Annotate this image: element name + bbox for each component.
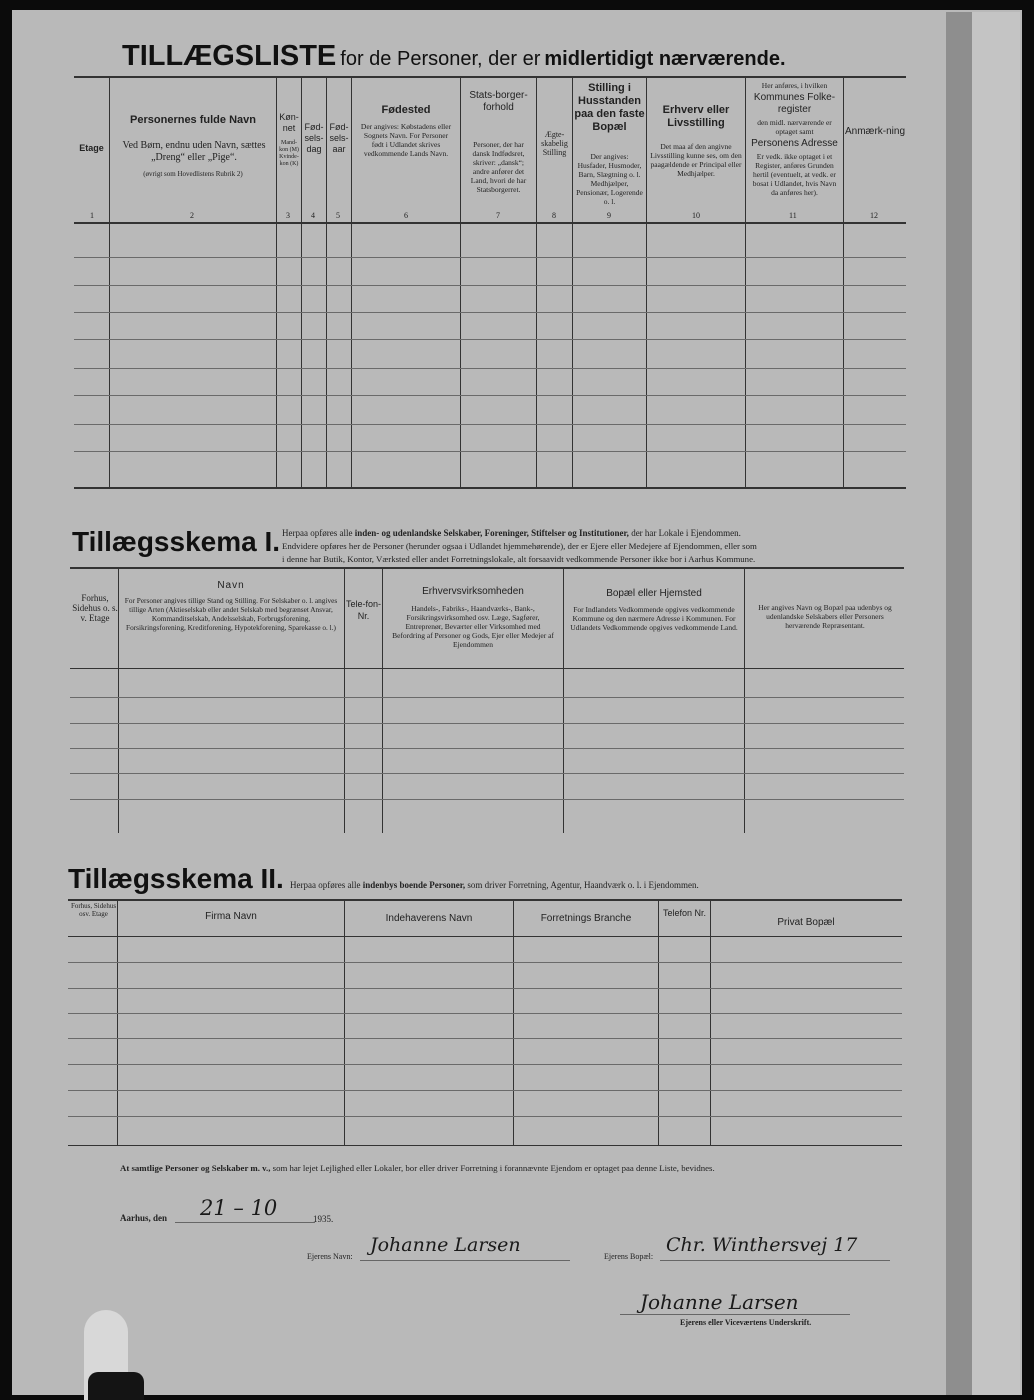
skema-1-desc-line1: Herpaa opføres alle inden- og udenlandske Selskaber, Foreninger, Stiftelser og Institutioner, der har Lokale i Ejendommen. [282,528,741,538]
col-birthyear: Fød-sels-aar [329,122,349,154]
skema-1-desc-line3: i denne har Butik, Kontor, Værksted eller andet Forretningslokale, alt forsaavidt vedkommende Personer ikke bor i Aarhus Kommune. [282,554,756,564]
col-number: 3 [286,211,290,220]
owner-address: Chr. Winthersvej 17 [666,1234,858,1256]
col-register-title2: Personens Adresse [751,138,838,149]
owner-name-label: Ejerens Navn: [307,1252,353,1261]
s2-col-phone: Telefon Nr. [662,908,707,918]
signature: Johanne Larsen [640,1290,799,1314]
col-number: 2 [190,211,194,220]
s2-col-branch: Forretnings Branche [540,913,632,924]
clip-shadow [88,1372,144,1400]
col-birthplace-title: Fødested [381,104,431,116]
col-occupation-title: Erhverv eller Livsstilling [662,104,730,129]
skema-1-title: Tillægsskema I. [72,526,281,557]
s1-col-name-sub: For Personer angives tillige Stand og Stilling. For Selskaber o. l. angives tillige Arten (Aktieselskab eller andet Selskab med begrænset Ansvar, Kommanditselskab, Andelsselskab, Forbrugsforening, Forsikringsforening, Kreditforening, Hypotekforening, Sparekasse o. l.) [124,596,338,632]
page-title [122,40,786,73]
s1-col-name-title: Navn [217,580,245,591]
col-occupation-sub: Det maa af den angivne Livsstilling kunne ses, om den paagældende er Principal eller Medhjælper. [650,142,742,178]
col-register-pre: Her anføres, i hvilken [761,81,828,90]
col-number: 10 [692,211,700,220]
s1-col-floor: Forhus, Sidehus o. s. v. Etage [72,593,118,623]
title-middle: for de Personer, der er [340,48,541,70]
year: 1935. [313,1214,334,1224]
attestation-statement: At samtlige Personer og Selskaber m. v., som har lejet Lejlighed eller Lokaler, bor eller driver Forretning i forannævnte Ejendom er optaget paa denne Liste, bevidnes. [120,1163,715,1173]
s2-col-private-address: Privat Bopæl [777,917,835,928]
city-label: Aarhus, den [120,1213,168,1223]
s1-col-business-sub: Handels-, Fabriks-, Haandværks-, Bank-, Forsikringsvirksomhed osv. Læge, Sagfører, Entreprenør, Beværter eller Virksomhed med Befordring af Personer og Gods, Ejer eller Medejer af Ejendommen [392,604,554,649]
date-handwritten: 21 – 10 [200,1196,278,1220]
col-remarks: Anmærk-ning [844,126,906,137]
col-name-note: (øvrigt som Hovedlistens Rubrik 2) [143,170,243,178]
col-register-sub: Er vedk. ikke optaget i et Register, anføres Grunden hertil (eventuelt, at vedk. er bosat i Udlandet, hvis Navn da anføres her). [752,152,837,197]
s2-col-floor: Forhus, Sidehus osv. Etage [70,902,117,918]
col-number: 6 [404,211,408,220]
page-binding-edge [972,12,1020,1395]
col-register-title: Kommunes Folke-register [753,92,836,115]
s1-col-representative: Her angives Navn og Bopæl paa udenbys og udenlandske Selskabers eller Personers herværende Repræsentant. [758,603,892,630]
col-birthplace-sub: Der angives: Købstadens eller Sognets Navn. For Personer født i Udlandet skrives vedkommende Lands Navn. [360,122,452,158]
col-household-title: Stilling i Husstanden paa den faste Bopæl [574,82,645,133]
col-household-sub: Der angives: Husfader, Husmoder, Barn, Slægtning o. l. Medhjælper, Pensionær, Logerende o. l. [576,152,643,206]
signature-label: Ejerens eller Viceværtens Underskrift. [680,1318,812,1327]
s2-col-owner-name: Indehaverens Navn [385,913,473,924]
skema-2-desc: Herpaa opføres alle indenbys boende Personer, som driver Forretning, Agentur, Haandværk o. l. i Ejendommen. [290,880,699,890]
col-number: 12 [870,211,878,220]
col-birthday: Fød-sels-dag [304,122,324,154]
col-number: 4 [311,211,315,220]
col-sex-sub: Mand-kon (M) Kvinde-kon (K) [279,140,299,167]
owner-address-label: Ejerens Bopæl: [604,1252,654,1261]
skema-1-desc-line2: Endvidere opføres her de Personer (herunder ogsaa i Udlandet hjemmehørende), der er Ejere eller Medejere af Ejendommen, eller som [282,541,757,551]
col-citizenship-sub: Personer, der har dansk Indfødsret, skriver: „dansk“; andre anfører det Land, hvori de har Statsborgerret. [470,140,527,194]
page-binding [946,12,972,1395]
col-number: 8 [552,211,556,220]
skema-2-title: Tillægsskema II. [68,863,284,894]
title-end: midlertidigt nærværende. [544,48,786,70]
col-etage: Etage [79,143,104,153]
col-name-sub: Ved Børn, endnu uden Navn, sættes „Dreng“ eller „Pige“. [122,140,266,163]
col-number: 5 [336,211,340,220]
col-sex-title: Køn-net [279,112,299,133]
col-name-title: Personernes fulde Navn [130,114,256,126]
s1-col-residence-sub: For Indlandets Vedkommende opgives vedkommende Kommune og den nærmere Adresse i Kommunen. For Udlandets Vedkommende opgives vedkommende Land. [570,605,738,632]
col-number: 7 [496,211,500,220]
s1-col-residence-title: Bopæl eller Hjemsted [606,588,702,599]
title-main: TILLÆGSLISTE [122,40,337,72]
s1-col-business-title: Erhvervsvirksomheden [422,586,524,597]
owner-name: Johanne Larsen [370,1234,521,1256]
s2-col-firm-name: Firma Navn [205,911,257,922]
col-citizenship-title: Stats-borger-forhold [469,90,528,113]
col-marital-status: Ægte-skabelig Stilling [541,130,568,157]
s1-col-phone: Tele-fon-Nr. [345,599,381,621]
col-number: 1 [90,211,94,220]
col-register-mid: den midl. nærværende er optaget samt [757,118,832,136]
col-number: 11 [789,211,797,220]
col-number: 9 [607,211,611,220]
